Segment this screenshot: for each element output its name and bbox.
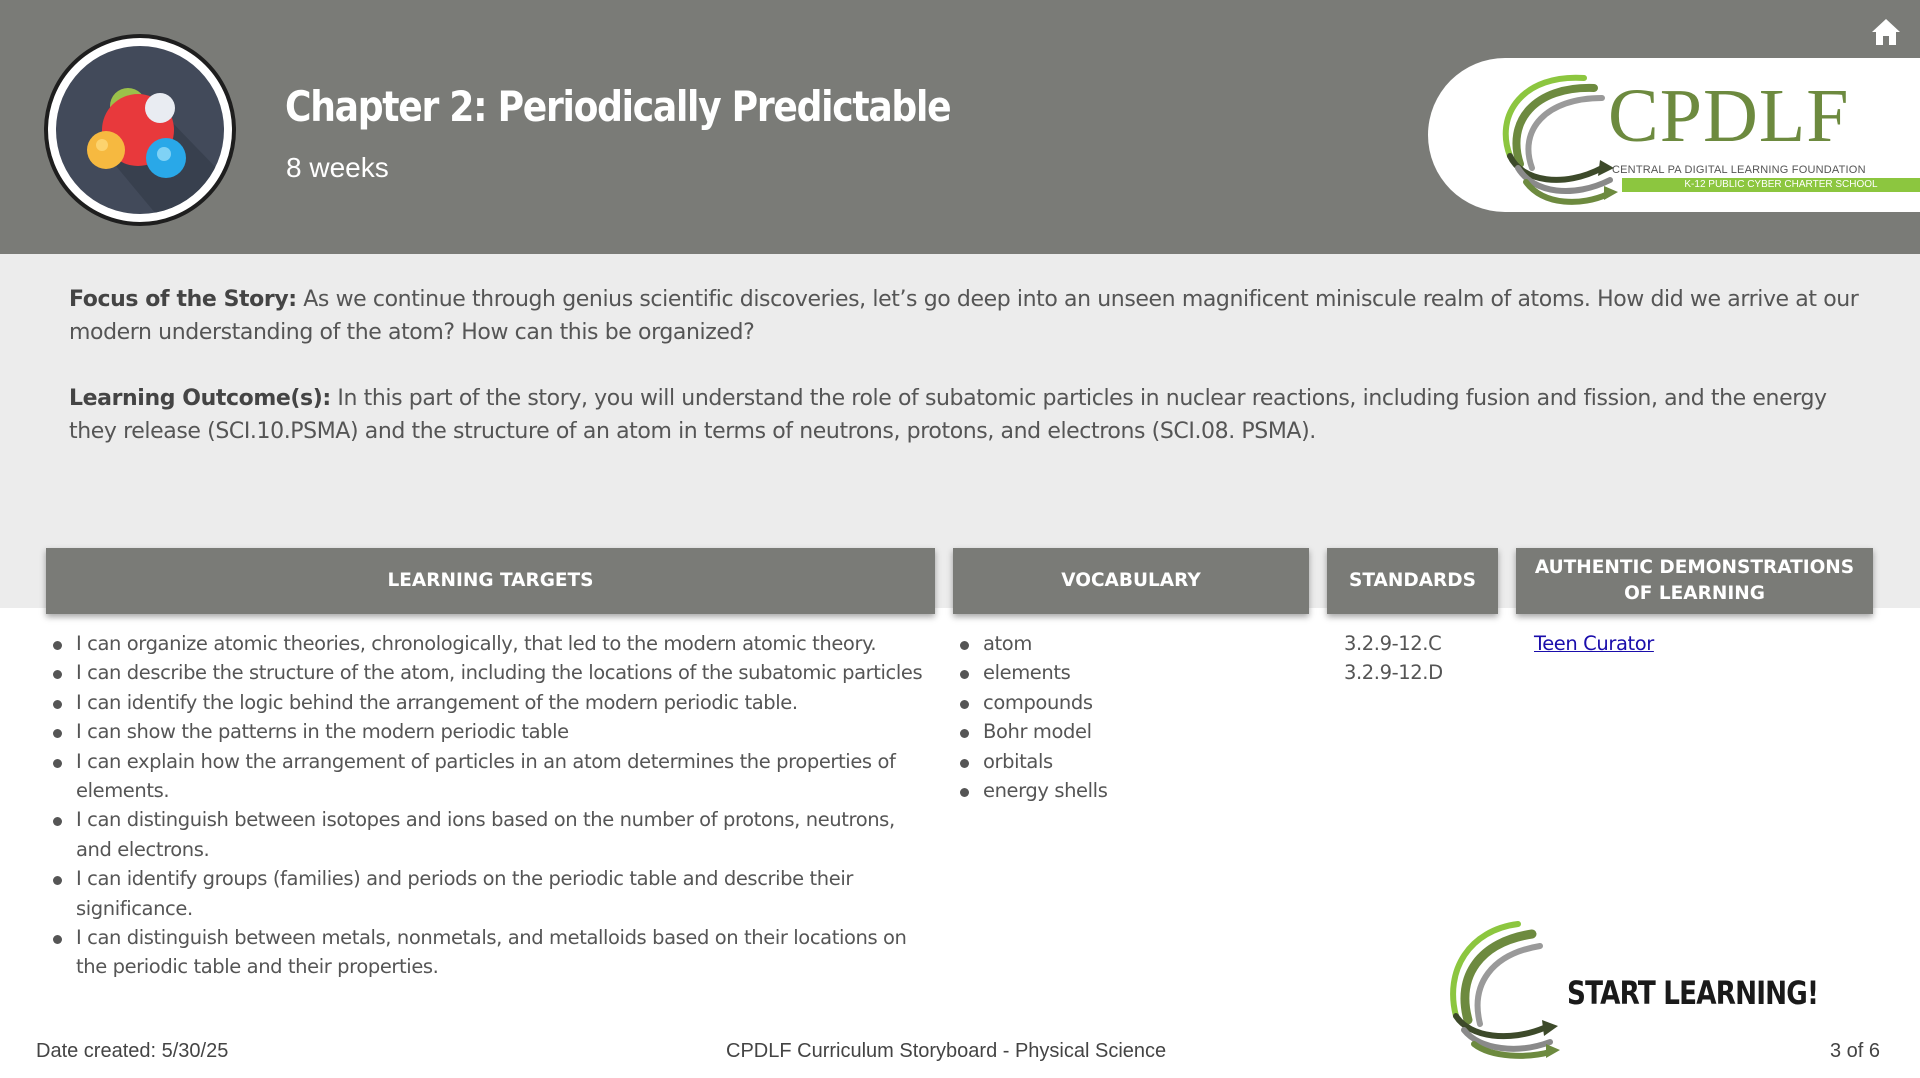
learning-targets-list <box>46 629 926 982</box>
list-item: I can organize atomic theories, chronologically, that led to the modern atomic theory. <box>46 629 926 658</box>
list-item: orbitals <box>953 747 1253 776</box>
vocabulary-list <box>953 629 1253 805</box>
focus-label: Focus of the Story: <box>69 287 297 312</box>
home-icon[interactable] <box>1870 16 1902 48</box>
teen-curator-link[interactable]: Teen Curator <box>1534 632 1654 655</box>
logo-tagline: CENTRAL PA DIGITAL LEARNING FOUNDATION <box>1612 164 1866 176</box>
start-learning-label: START LEARNING! <box>1567 974 1819 1012</box>
standards-list <box>1344 629 1443 688</box>
list-item: I can identify the logic behind the arrangement of the modern periodic table. <box>46 688 926 717</box>
logo-swoosh-icon <box>1484 64 1624 214</box>
list-item: I can show the patterns in the modern periodic table <box>46 717 926 746</box>
list-item: I can explain how the arrangement of particles in an atom determines the properties of elements. <box>46 747 926 806</box>
list-item: I can distinguish between metals, nonmetals, and metalloids based on their locations on the periodic table and their properties. <box>46 923 926 982</box>
authentic-demonstrations-header: AUTHENTIC DEMONSTRATIONS OF LEARNING <box>1516 548 1873 614</box>
standard-code: 3.2.9-12.C <box>1344 632 1442 655</box>
standards-header: STANDARDS <box>1327 548 1498 614</box>
list-item: energy shells <box>953 776 1253 805</box>
outcome-label: Learning Outcome(s): <box>69 386 331 411</box>
list-item: elements <box>953 658 1253 687</box>
cpdlf-logo <box>1428 58 1920 212</box>
header-banner <box>0 0 1920 254</box>
list-item: I can describe the structure of the atom, including the locations of the subatomic particles <box>46 658 926 687</box>
focus-paragraph <box>69 283 1869 349</box>
page-title: Chapter 2: Periodically Predictable <box>285 82 951 131</box>
logo-wordmark: CPDLF <box>1608 74 1850 158</box>
chapter-badge <box>44 34 236 226</box>
atom-molecule-icon <box>56 46 224 214</box>
swoosh-arrow-icon <box>1440 920 1570 1060</box>
start-learning-button[interactable] <box>1440 920 1820 1060</box>
vocabulary-header: VOCABULARY <box>953 548 1309 614</box>
footer-title: CPDLF Curriculum Storyboard - Physical Science <box>726 1040 1167 1062</box>
standard-code: 3.2.9-12.D <box>1344 661 1443 685</box>
outcome-paragraph <box>69 382 1869 448</box>
list-item: atom <box>953 629 1253 658</box>
page-subtitle: 8 weeks <box>286 152 389 183</box>
list-item: compounds <box>953 688 1253 717</box>
list-item: I can distinguish between isotopes and ions based on the number of protons, neutrons, and electrons. <box>46 805 926 864</box>
learning-targets-header: LEARNING TARGETS <box>46 548 935 614</box>
page-number: 3 of 6 <box>1830 1040 1881 1062</box>
logo-subtag: K-12 PUBLIC CYBER CHARTER SCHOOL <box>1622 178 1920 192</box>
footer-date: Date created: 5/30/25 <box>36 1040 229 1062</box>
outcome-text: In this part of the story, you will understand the role of subatomic particles in nuclear reactions, including fusion and fission, and the energy they release (SCI.10.PSMA) and the structure of an atom in terms of neutrons, protons, and electrons (SCI.08. PSMA). <box>69 386 1827 444</box>
list-item: Bohr model <box>953 717 1253 746</box>
focus-text: As we continue through genius scientific discoveries, let’s go deep into an unseen magnificent miniscule realm of atoms. How did we arrive at our modern understanding of the atom? How can this be organized? <box>69 287 1859 345</box>
list-item: I can identify groups (families) and periods on the periodic table and describe their significance. <box>46 864 926 923</box>
